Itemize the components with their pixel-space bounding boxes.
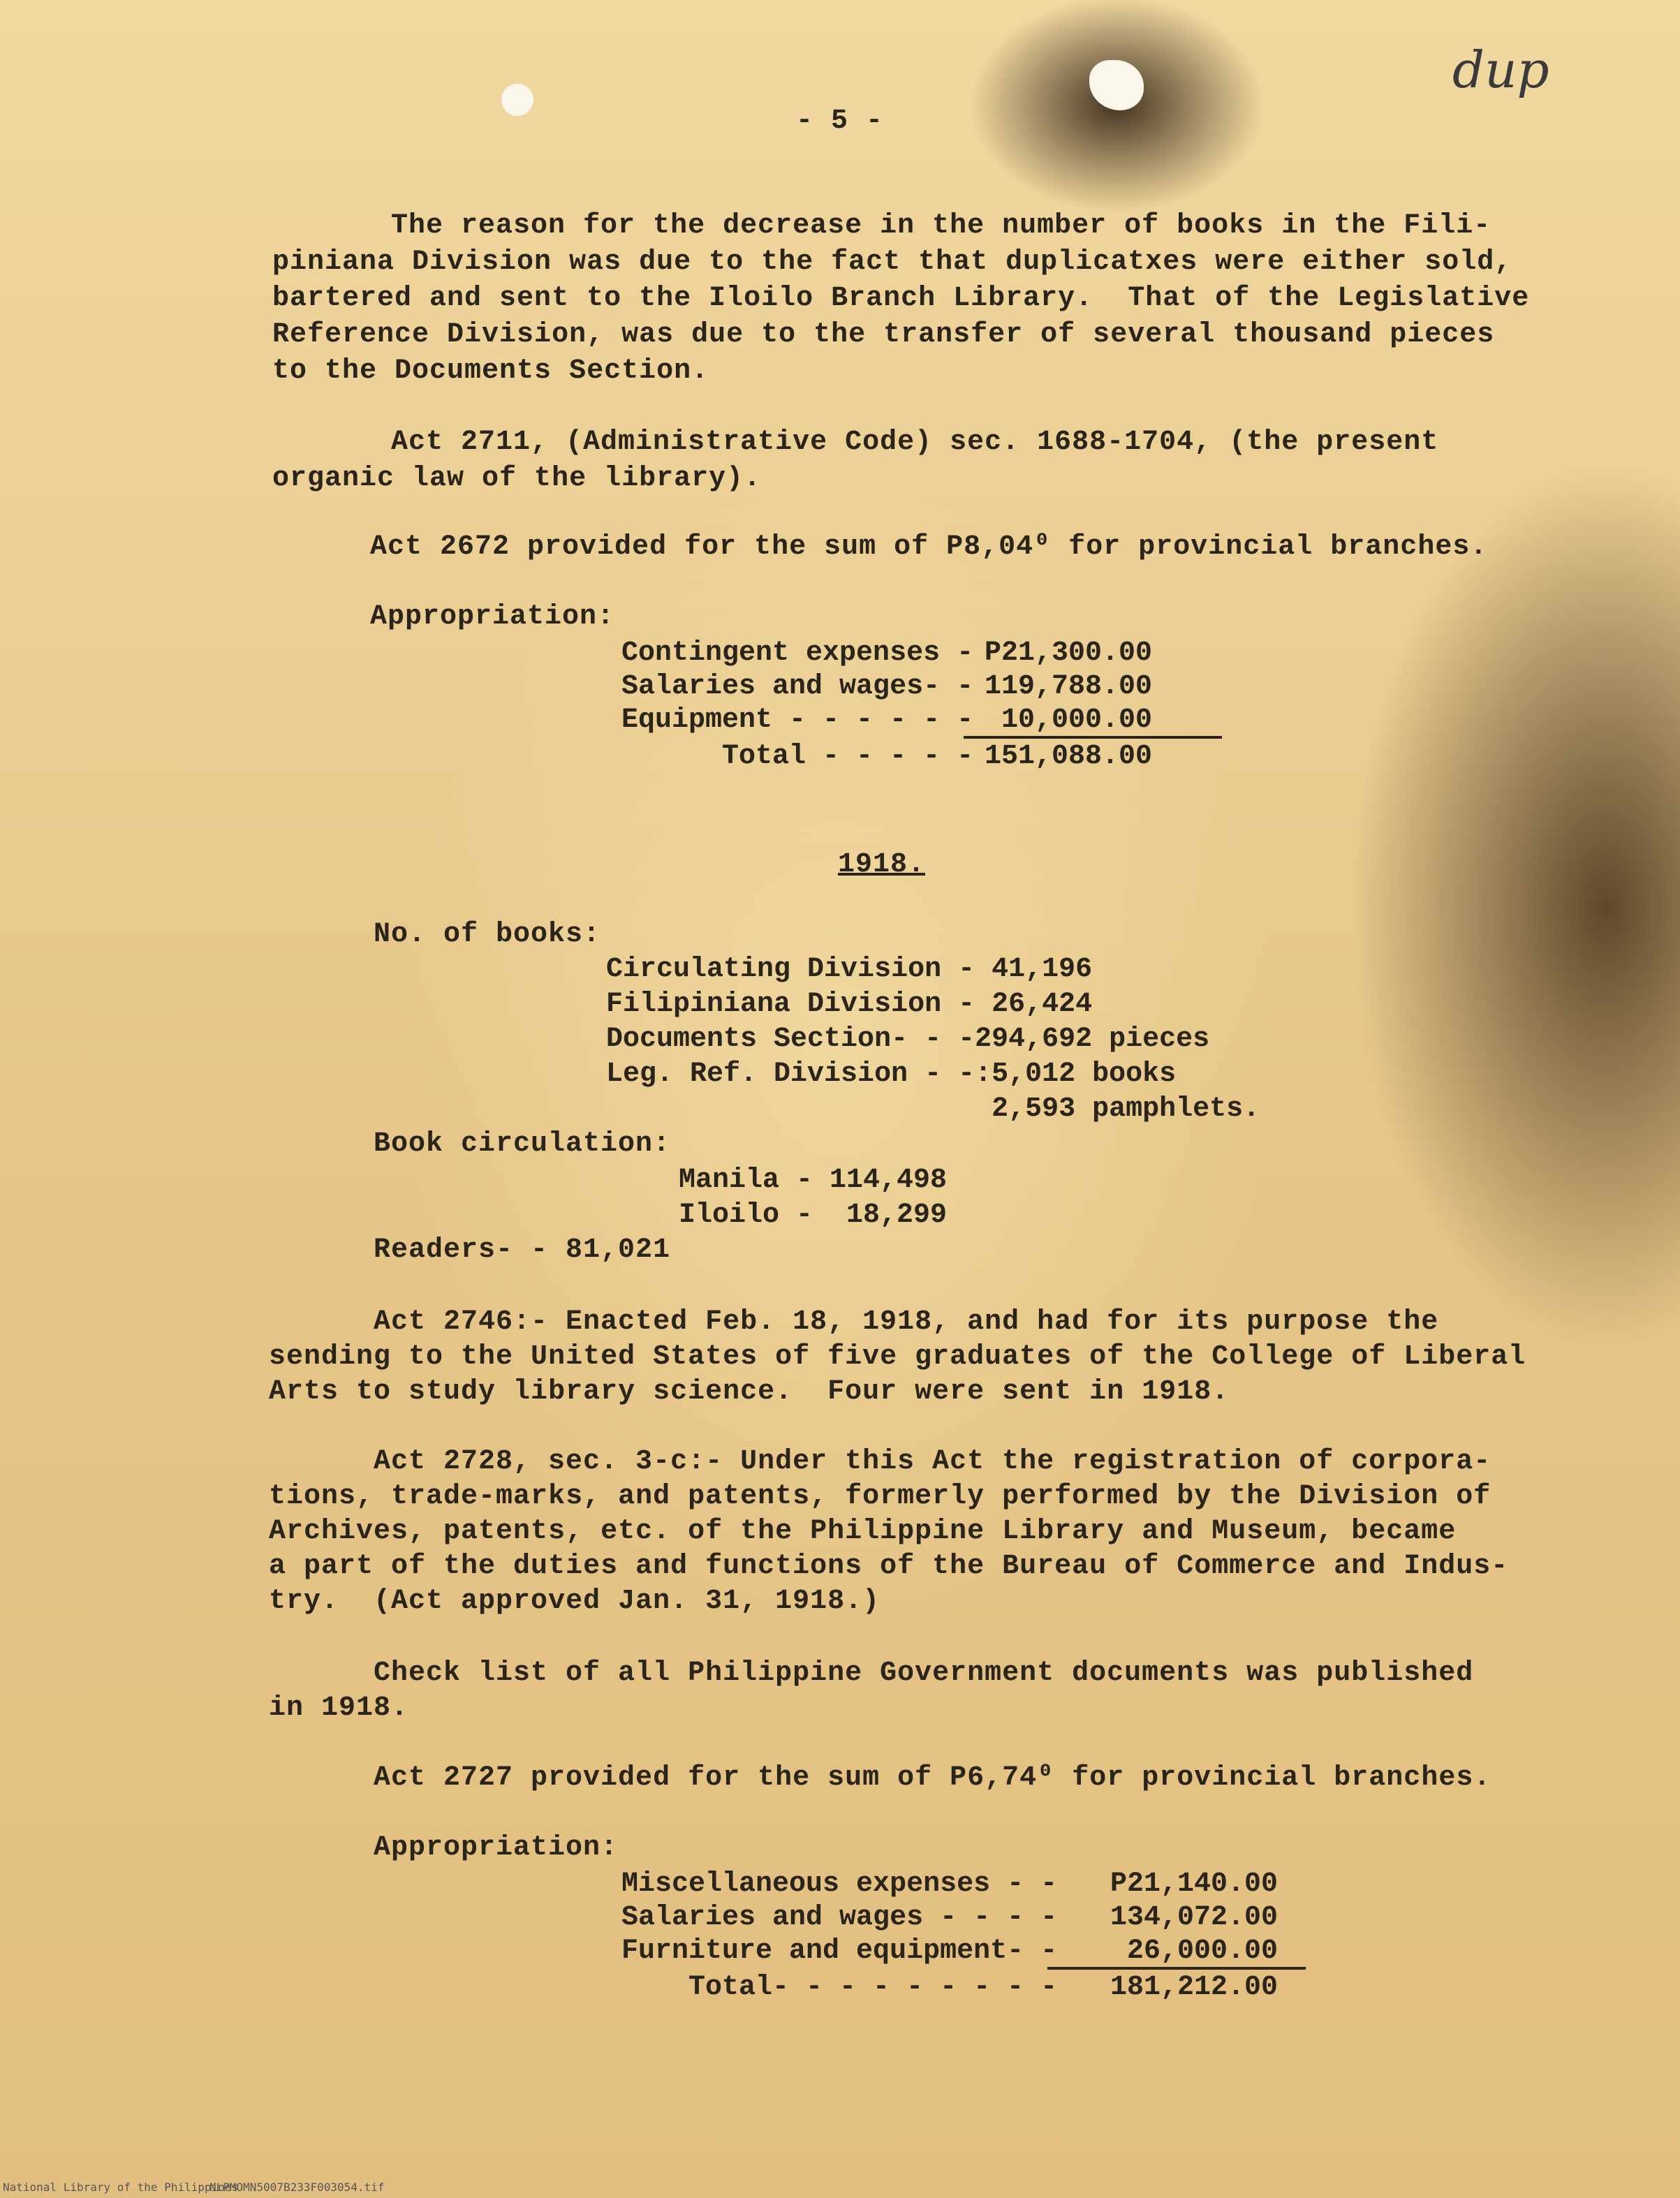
books-item: 2,593 pamphlets.	[606, 1093, 1260, 1125]
books-item: Documents Section- - -294,692 pieces	[606, 1024, 1210, 1055]
appropriation-item-name: Salaries and wages- -	[621, 671, 991, 702]
circulation-item: Iloilo - 18,299	[679, 1200, 948, 1231]
text-line: The reason for the decrease in the number of books in the Fili-	[391, 210, 1491, 242]
appropriation-total-name: Total - - - - -	[621, 741, 991, 772]
sum-rule	[964, 736, 1222, 739]
text-line: Act 2711, (Administrative Code) sec. 1688-1704, (the present	[391, 427, 1439, 458]
appropriation-label: Appropriation:	[374, 1832, 619, 1864]
year-heading: 1918.	[838, 849, 926, 880]
page-number: - 5 -	[796, 105, 884, 137]
appropriation-item-amount: 26,000.00	[1127, 1935, 1279, 1967]
text-line: tions, trade-marks, and patents, formerly performed by the Division of	[269, 1481, 1491, 1512]
appropriation-item-amount: 10,000.00	[1001, 705, 1153, 736]
readers-line: Readers- - 81,021	[374, 1234, 671, 1266]
appropriation-item-amount: P21,300.00	[985, 637, 1153, 669]
text-line: Act 2672 provided for the sum of P8,04⁰ for provincial branches.	[370, 531, 1488, 563]
text-line: piniana Division was due to the fact that duplicatxes were either sold,	[272, 246, 1512, 278]
appropriation-total-amount: 181,212.00	[1110, 1972, 1279, 2003]
text-line: Act 2746:- Enacted Feb. 18, 1918, and had for its purpose the	[374, 1306, 1439, 1338]
appropriation-total-amount: 151,088.00	[985, 741, 1153, 772]
appropriation-item-amount: P21,140.00	[1110, 1868, 1279, 1900]
books-item: Circulating Division - 41,196	[606, 954, 1093, 985]
appropriation-item-amount: 134,072.00	[1110, 1902, 1279, 1933]
appropriation-item-name: Furniture and equipment- -	[621, 1935, 1075, 1967]
books-item: Leg. Ref. Division - -:5,012 books	[606, 1059, 1177, 1090]
text-line: sending to the United States of five graduates of the College of Liberal	[269, 1341, 1526, 1373]
text-line: try. (Act approved Jan. 31, 1918.)	[269, 1586, 880, 1617]
text-line: Check list of all Philippine Government documents was published	[374, 1658, 1474, 1689]
text-line: Archives, patents, etc. of the Philippine Library and Museum, became	[269, 1516, 1457, 1547]
circulation-label: Book circulation:	[374, 1128, 671, 1160]
handwritten-note: dup	[1452, 40, 1549, 99]
text-line: to the Documents Section.	[272, 355, 709, 387]
appropriation-item-amount: 119,788.00	[985, 671, 1153, 702]
text-line: bartered and sent to the Iloilo Branch Library. That of the Legislative	[272, 283, 1530, 314]
text-line: Act 2728, sec. 3-c:- Under this Act the registration of corpora-	[374, 1446, 1491, 1477]
punch-hole-left	[501, 84, 533, 116]
text-line: Arts to study library science. Four were sent in 1918.	[269, 1376, 1230, 1408]
appropriation-item-name: Miscellaneous expenses - -	[621, 1868, 1075, 1900]
text-line: in 1918.	[269, 1692, 409, 1724]
footer-filename: NLPMOMN5007B233F003054.tif	[209, 2181, 385, 2194]
circulation-item: Manila - 114,498	[679, 1165, 948, 1196]
footer-source: National Library of the Philippines	[3, 2181, 239, 2194]
sum-rule	[1047, 1967, 1306, 1970]
appropriation-item-name: Salaries and wages - - - -	[621, 1902, 1075, 1933]
books-item: Filipiniana Division - 26,424	[606, 989, 1093, 1020]
appropriation-item-name: Contingent expenses -	[621, 637, 991, 669]
burn-hole	[1089, 60, 1144, 110]
appropriation-total-name: Total- - - - - - - - -	[621, 1972, 1075, 2003]
text-line: Act 2727 provided for the sum of P6,74⁰ for provincial branches.	[374, 1762, 1491, 1794]
text-line: Reference Division, was due to the transfer of several thousand pieces	[272, 319, 1495, 351]
text-line: a part of the duties and functions of the Bureau of Commerce and Indus-	[269, 1551, 1509, 1582]
text-line: organic law of the library).	[272, 463, 762, 494]
books-label: No. of books:	[374, 919, 601, 950]
appropriation-label: Appropriation:	[370, 601, 615, 633]
appropriation-item-name: Equipment - - - - - -	[621, 705, 991, 736]
